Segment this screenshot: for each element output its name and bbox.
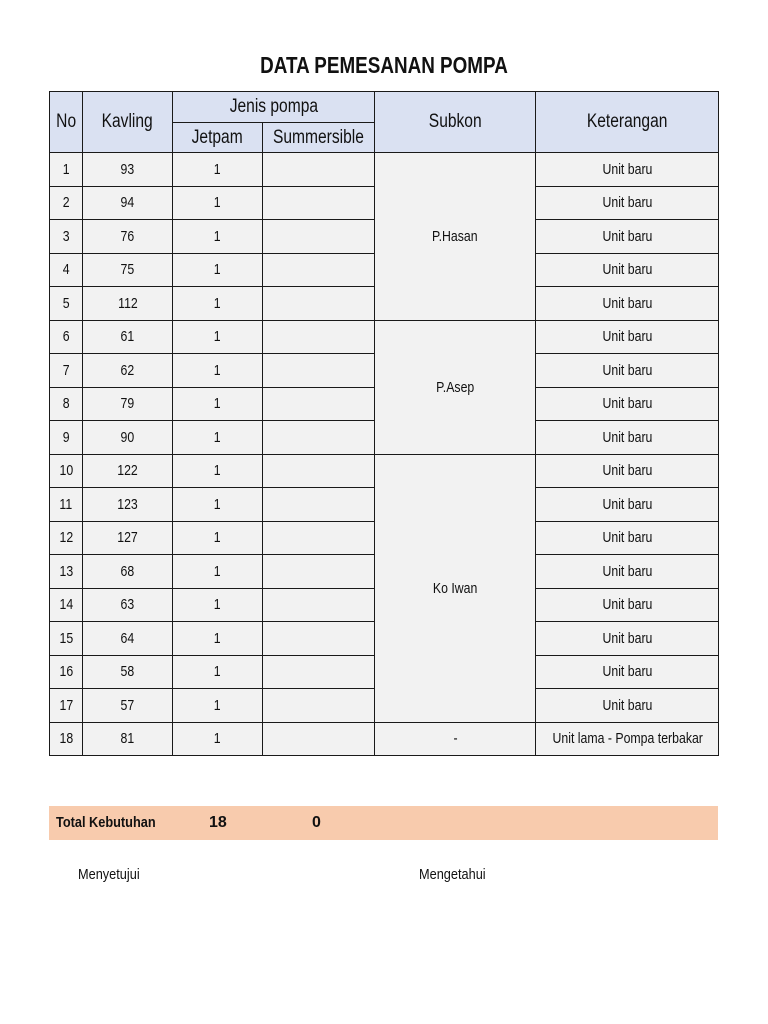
page-title: DATA PEMESANAN POMPA <box>260 52 508 78</box>
cell-keterangan: Unit baru <box>536 387 719 421</box>
cell-keterangan: Unit baru <box>536 153 719 187</box>
cell-jetpam: 1 <box>173 320 263 354</box>
header-keterangan: Keterangan <box>536 92 719 153</box>
cell-keterangan: Unit baru <box>536 253 719 287</box>
cell-kavling: 79 <box>83 387 173 421</box>
cell-no: 18 <box>50 722 83 756</box>
cell-summersible <box>263 220 375 254</box>
cell-no: 6 <box>50 320 83 354</box>
cell-subkon: P.Asep <box>375 320 536 454</box>
cell-jetpam: 1 <box>173 622 263 656</box>
cell-jetpam: 1 <box>173 253 263 287</box>
cell-summersible <box>263 320 375 354</box>
total-jetpam: 18 <box>209 814 227 831</box>
cell-summersible <box>263 488 375 522</box>
cell-subkon: P.Hasan <box>375 153 536 321</box>
cell-keterangan: Unit baru <box>536 421 719 455</box>
table-row <box>50 153 719 187</box>
cell-jetpam: 1 <box>173 555 263 589</box>
cell-kavling: 63 <box>83 588 173 622</box>
cell-no: 16 <box>50 655 83 689</box>
cell-kavling: 64 <box>83 622 173 656</box>
cell-jetpam: 1 <box>173 220 263 254</box>
cell-kavling: 122 <box>83 454 173 488</box>
header-jetpam: Jetpam <box>173 123 263 153</box>
cell-keterangan: Unit baru <box>536 320 719 354</box>
cell-jetpam: 1 <box>173 387 263 421</box>
cell-summersible <box>263 689 375 723</box>
cell-kavling: 75 <box>83 253 173 287</box>
cell-kavling: 62 <box>83 354 173 388</box>
cell-jetpam: 1 <box>173 287 263 321</box>
cell-keterangan: Unit baru <box>536 689 719 723</box>
cell-keterangan: Unit baru <box>536 521 719 555</box>
cell-jetpam: 1 <box>173 454 263 488</box>
cell-kavling: 123 <box>83 488 173 522</box>
cell-keterangan: Unit baru <box>536 622 719 656</box>
signature-left: Menyetujui <box>78 866 140 883</box>
cell-kavling: 90 <box>83 421 173 455</box>
cell-summersible <box>263 354 375 388</box>
cell-summersible <box>263 454 375 488</box>
cell-kavling: 76 <box>83 220 173 254</box>
cell-keterangan: Unit baru <box>536 287 719 321</box>
cell-no: 1 <box>50 153 83 187</box>
cell-summersible <box>263 622 375 656</box>
order-table <box>49 91 719 756</box>
cell-no: 15 <box>50 622 83 656</box>
cell-kavling: 94 <box>83 186 173 220</box>
cell-no: 2 <box>50 186 83 220</box>
cell-summersible <box>263 655 375 689</box>
cell-no: 3 <box>50 220 83 254</box>
table-row <box>50 722 719 756</box>
cell-kavling: 81 <box>83 722 173 756</box>
cell-kavling: 58 <box>83 655 173 689</box>
cell-jetpam: 1 <box>173 153 263 187</box>
total-row <box>49 806 718 840</box>
cell-kavling: 127 <box>83 521 173 555</box>
cell-summersible <box>263 722 375 756</box>
cell-subkon: - <box>375 722 536 756</box>
cell-summersible <box>263 555 375 589</box>
cell-summersible <box>263 521 375 555</box>
cell-jetpam: 1 <box>173 521 263 555</box>
cell-no: 10 <box>50 454 83 488</box>
cell-summersible <box>263 253 375 287</box>
cell-no: 13 <box>50 555 83 589</box>
cell-summersible <box>263 387 375 421</box>
cell-keterangan: Unit baru <box>536 186 719 220</box>
total-summersible: 0 <box>312 814 321 831</box>
cell-no: 11 <box>50 488 83 522</box>
cell-summersible <box>263 287 375 321</box>
cell-keterangan: Unit lama - Pompa terbakar <box>536 722 719 756</box>
cell-jetpam: 1 <box>173 354 263 388</box>
cell-no: 7 <box>50 354 83 388</box>
cell-jetpam: 1 <box>173 186 263 220</box>
header-kavling: Kavling <box>83 92 173 153</box>
cell-keterangan: Unit baru <box>536 488 719 522</box>
table-body <box>50 153 719 756</box>
cell-kavling: 57 <box>83 689 173 723</box>
header-jenis-pompa: Jenis pompa <box>173 92 375 123</box>
cell-no: 4 <box>50 253 83 287</box>
cell-keterangan: Unit baru <box>536 588 719 622</box>
cell-jetpam: 1 <box>173 588 263 622</box>
cell-keterangan: Unit baru <box>536 354 719 388</box>
signature-right: Mengetahui <box>419 866 486 883</box>
cell-no: 5 <box>50 287 83 321</box>
cell-kavling: 112 <box>83 287 173 321</box>
cell-summersible <box>263 186 375 220</box>
cell-kavling: 61 <box>83 320 173 354</box>
cell-no: 12 <box>50 521 83 555</box>
cell-jetpam: 1 <box>173 722 263 756</box>
table-row <box>50 320 719 354</box>
cell-no: 17 <box>50 689 83 723</box>
cell-summersible <box>263 153 375 187</box>
cell-keterangan: Unit baru <box>536 220 719 254</box>
table-header <box>50 92 719 153</box>
header-no: No <box>50 92 83 153</box>
cell-summersible <box>263 588 375 622</box>
cell-no: 9 <box>50 421 83 455</box>
cell-kavling: 93 <box>83 153 173 187</box>
cell-summersible <box>263 421 375 455</box>
cell-jetpam: 1 <box>173 421 263 455</box>
cell-jetpam: 1 <box>173 689 263 723</box>
cell-keterangan: Unit baru <box>536 555 719 589</box>
cell-kavling: 68 <box>83 555 173 589</box>
cell-jetpam: 1 <box>173 488 263 522</box>
cell-subkon: Ko Iwan <box>375 454 536 722</box>
cell-keterangan: Unit baru <box>536 655 719 689</box>
total-label: Total Kebutuhan <box>56 814 156 831</box>
cell-keterangan: Unit baru <box>536 454 719 488</box>
header-summersible: Summersible <box>263 123 375 153</box>
header-subkon: Subkon <box>375 92 536 153</box>
table-row <box>50 454 719 488</box>
cell-no: 8 <box>50 387 83 421</box>
cell-jetpam: 1 <box>173 655 263 689</box>
cell-no: 14 <box>50 588 83 622</box>
